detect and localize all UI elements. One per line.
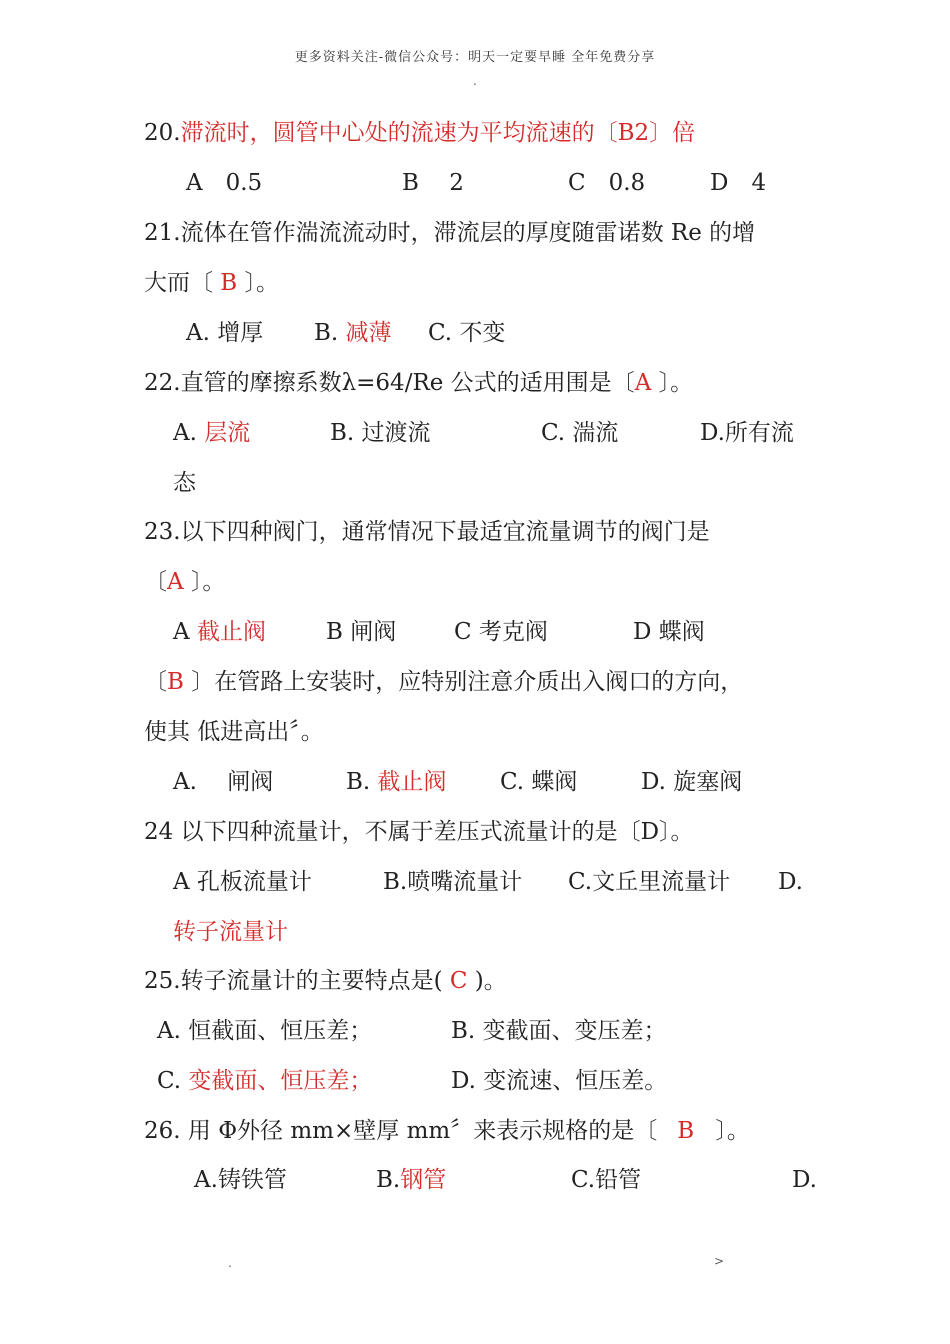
option-d: D 蝶阀 [633,619,705,645]
question-22 [144,368,693,398]
label: B. [376,1167,401,1193]
question-22-option-d-cont: 态 [173,470,196,496]
option-d: D 4 [710,170,767,196]
option-a [173,418,250,448]
label: B. [314,320,339,346]
option-b: B. 过渡流 [330,420,431,446]
option-b [346,767,447,797]
question-23b-line-2: 使其 低进高出〞。 [144,719,324,745]
header-dot: . [473,74,477,88]
option-c: C 0.8 [568,170,646,196]
option-c [157,1066,372,1096]
option-d: D.所有流 [700,420,794,446]
text: 22.直管的摩擦系数λ=64/Re 公式的适用围是〔 [144,370,635,396]
answer: B [167,669,184,695]
option-a: A.铸铁管 [194,1167,287,1193]
question-23b-line-1 [144,667,743,697]
option-b: B 2 [402,170,464,196]
label: A [173,619,190,645]
question-21-line-1: 21.流体在管作湍流流动时，滞流层的厚度随雷诺数 Re 的增 [144,220,756,246]
option-d: D. [792,1167,817,1193]
option-b [376,1165,446,1195]
question-text: 滞流时，圆管中心处的流速为平均流速的〔B2〕倍 [180,120,696,146]
answer: C [442,968,475,994]
option-b: B. 变截面、变压差； [451,1018,667,1044]
option-a: A 0.5 [186,170,263,196]
answer: 钢管 [400,1167,447,1193]
answer: A [167,569,184,595]
page-header: 更多资料关注-微信公众号：明天一定要早睡 全年免费分享 [294,50,656,65]
answer: 减薄 [345,320,392,346]
option-a: A. 闸阀 [173,769,274,795]
text: 〕。 [651,370,694,396]
answer: 层流 [204,420,251,446]
text: 〕在管路上安装时，应特别注意介质出入阀口的方向， [183,669,744,695]
answer: 截止阀 [377,769,447,795]
option-b: B.喷嘴流量计 [383,869,523,895]
question-24-answer: 转子流量计 [173,919,288,945]
label: B. [346,769,371,795]
option-d: D. 旋塞阀 [641,769,743,795]
option-c: C. 蝶阀 [500,769,578,795]
option-a: A. 增厚 [186,320,264,346]
option-c: C.文丘里流量计 [568,869,731,895]
text: 〔 [144,569,167,595]
answer: B [677,1118,695,1144]
text: 〕。 [183,569,226,595]
option-b [314,318,392,348]
option-d: D. [778,869,803,895]
option-c: C.铅管 [571,1167,642,1193]
question-24: 24 以下四种流量计，不属于差压式流量计的是〔D〕。 [144,819,694,845]
question-26 [144,1116,750,1146]
question-23-line-2 [144,567,225,597]
text: 〕。 [708,1118,750,1144]
label: C. [157,1068,182,1094]
text: 大而〔 [144,270,213,296]
answer: B [213,270,245,296]
text: 26. 用 Φ外径 mm×壁厚 mm〞来表示规格的是〔 [144,1118,658,1144]
question-21-line-2 [144,268,279,298]
option-c: C 考克阀 [454,619,548,645]
answer: A [634,370,652,396]
text: 25.转子流量计的主要特点是( [144,968,443,994]
option-d: D. 变流速、恒压差。 [451,1068,668,1094]
answer: 变截面、恒压差； [188,1068,373,1094]
question-25 [144,966,507,996]
question-number: 20. [144,120,181,146]
footer-dot: . [228,1256,232,1270]
option-c: C. 湍流 [541,420,619,446]
option-a: A. 恒截面、恒压差； [157,1018,373,1044]
option-a [173,617,266,647]
label: A. [173,420,197,446]
question-20 [144,118,695,148]
text: 〔 [144,669,167,695]
text: )。 [474,968,507,994]
option-b: B 闸阀 [326,619,397,645]
option-c: C. 不变 [428,320,506,346]
text: 〕。 [244,270,280,296]
footer-mark: > [714,1254,725,1268]
answer: 截止阀 [196,619,266,645]
option-a: A 孔板流量计 [173,869,312,895]
question-23-line-1: 23.以下四种阀门，通常情况下最适宜流量调节的阀门是 [144,519,710,545]
